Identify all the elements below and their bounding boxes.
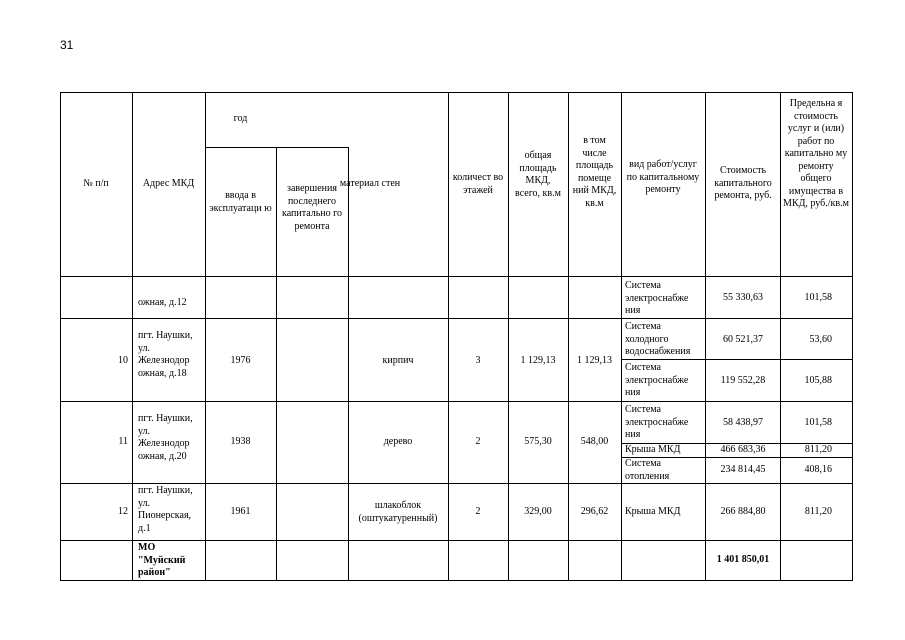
row-num: 10: [118, 355, 128, 366]
header-year: год: [233, 113, 248, 124]
row-year: 1938: [230, 436, 251, 447]
work-max-cost: 408,16: [804, 464, 832, 475]
header-total-area: общая площадь МКД, всего, кв.м: [515, 150, 561, 199]
header-work-type: вид работ/услуг по капитальному ремонту: [626, 159, 700, 195]
total-row-cost: 1 401 850,01: [716, 554, 770, 565]
work-cost: 60 521,37: [723, 334, 763, 345]
work-max-cost: 101,58: [804, 292, 832, 303]
row-total-area: 329,00: [524, 506, 552, 517]
row-num: 12: [118, 506, 128, 517]
work-cost: 55 330,63: [723, 292, 763, 303]
work-type: Система холодного водоснабжения: [625, 321, 691, 357]
header-floors: количест во этажей: [452, 172, 504, 196]
work-cost: 266 884,80: [720, 506, 766, 517]
work-cost: 119 552,28: [720, 375, 766, 386]
row-premises-area: 296,62: [580, 506, 609, 517]
row-wall: дерево: [383, 436, 413, 447]
row-floors: 2: [475, 436, 481, 447]
row-address: пгт. Наушки, ул. Железнодор ожная, д.18: [138, 330, 193, 379]
header-wall-material: материал стен: [339, 178, 401, 189]
work-max-cost: 811,20: [804, 506, 832, 517]
header-max-cost: Предельна я стоимость услуг и (или) работ по капитально му ремонту общего имущества в МКД, руб./кв.м: [783, 98, 849, 209]
row-floors: 3: [475, 355, 481, 366]
work-max-cost: 53,60: [809, 334, 832, 345]
work-cost: 58 438,97: [723, 417, 763, 428]
work-max-cost: 811,20: [804, 444, 832, 455]
row-floors: 2: [475, 506, 481, 517]
header-num: № п/п: [83, 178, 109, 189]
work-max-cost: 101,58: [804, 417, 832, 428]
total-row-label: МО "Муйский район": [138, 542, 186, 578]
header-year-commission: ввода в эксплуатаци ю: [209, 190, 272, 214]
header-premises-area: в том числе площадь помеще ний МКД, кв.м: [572, 135, 617, 209]
header-cost: Стоимость капитального ремонта, руб.: [714, 165, 772, 201]
row-year: 1961: [230, 506, 251, 517]
row-num: 11: [118, 436, 128, 447]
row-wall: шлакоблок (оштукатуренный): [358, 500, 438, 524]
header-address: Адрес МКД: [142, 178, 195, 189]
work-type: Крыша МКД: [625, 506, 681, 517]
work-max-cost: 105,88: [804, 375, 832, 386]
header-year-repair: завершения последнего капитально го ремонта: [282, 183, 342, 232]
work-type: Система электроснабже ния: [625, 404, 689, 440]
work-type: Система электроснабже ния: [625, 280, 689, 316]
work-cost: 234 814,45: [720, 464, 766, 475]
row-total-area: 1 129,13: [520, 355, 556, 366]
work-type: Крыша МКД: [625, 444, 681, 455]
row-total-area: 575,30: [524, 436, 552, 447]
row-address: ожная, д.12: [138, 297, 187, 308]
work-type: Система электроснабже ния: [625, 362, 689, 398]
page-number: 31: [60, 38, 74, 52]
work-type: Система отопления: [625, 458, 670, 482]
row-premises-area: 1 129,13: [577, 355, 612, 366]
row-address: пгт. Наушки, ул. Железнодор ожная, д.20: [138, 413, 193, 462]
row-wall: кирпич: [382, 355, 414, 366]
row-year: 1976: [230, 355, 251, 366]
row-address: пгт. Наушки, ул. Пионерская, д.1: [138, 485, 193, 534]
work-cost: 466 683,36: [720, 444, 766, 455]
row-premises-area: 548,00: [580, 436, 609, 447]
